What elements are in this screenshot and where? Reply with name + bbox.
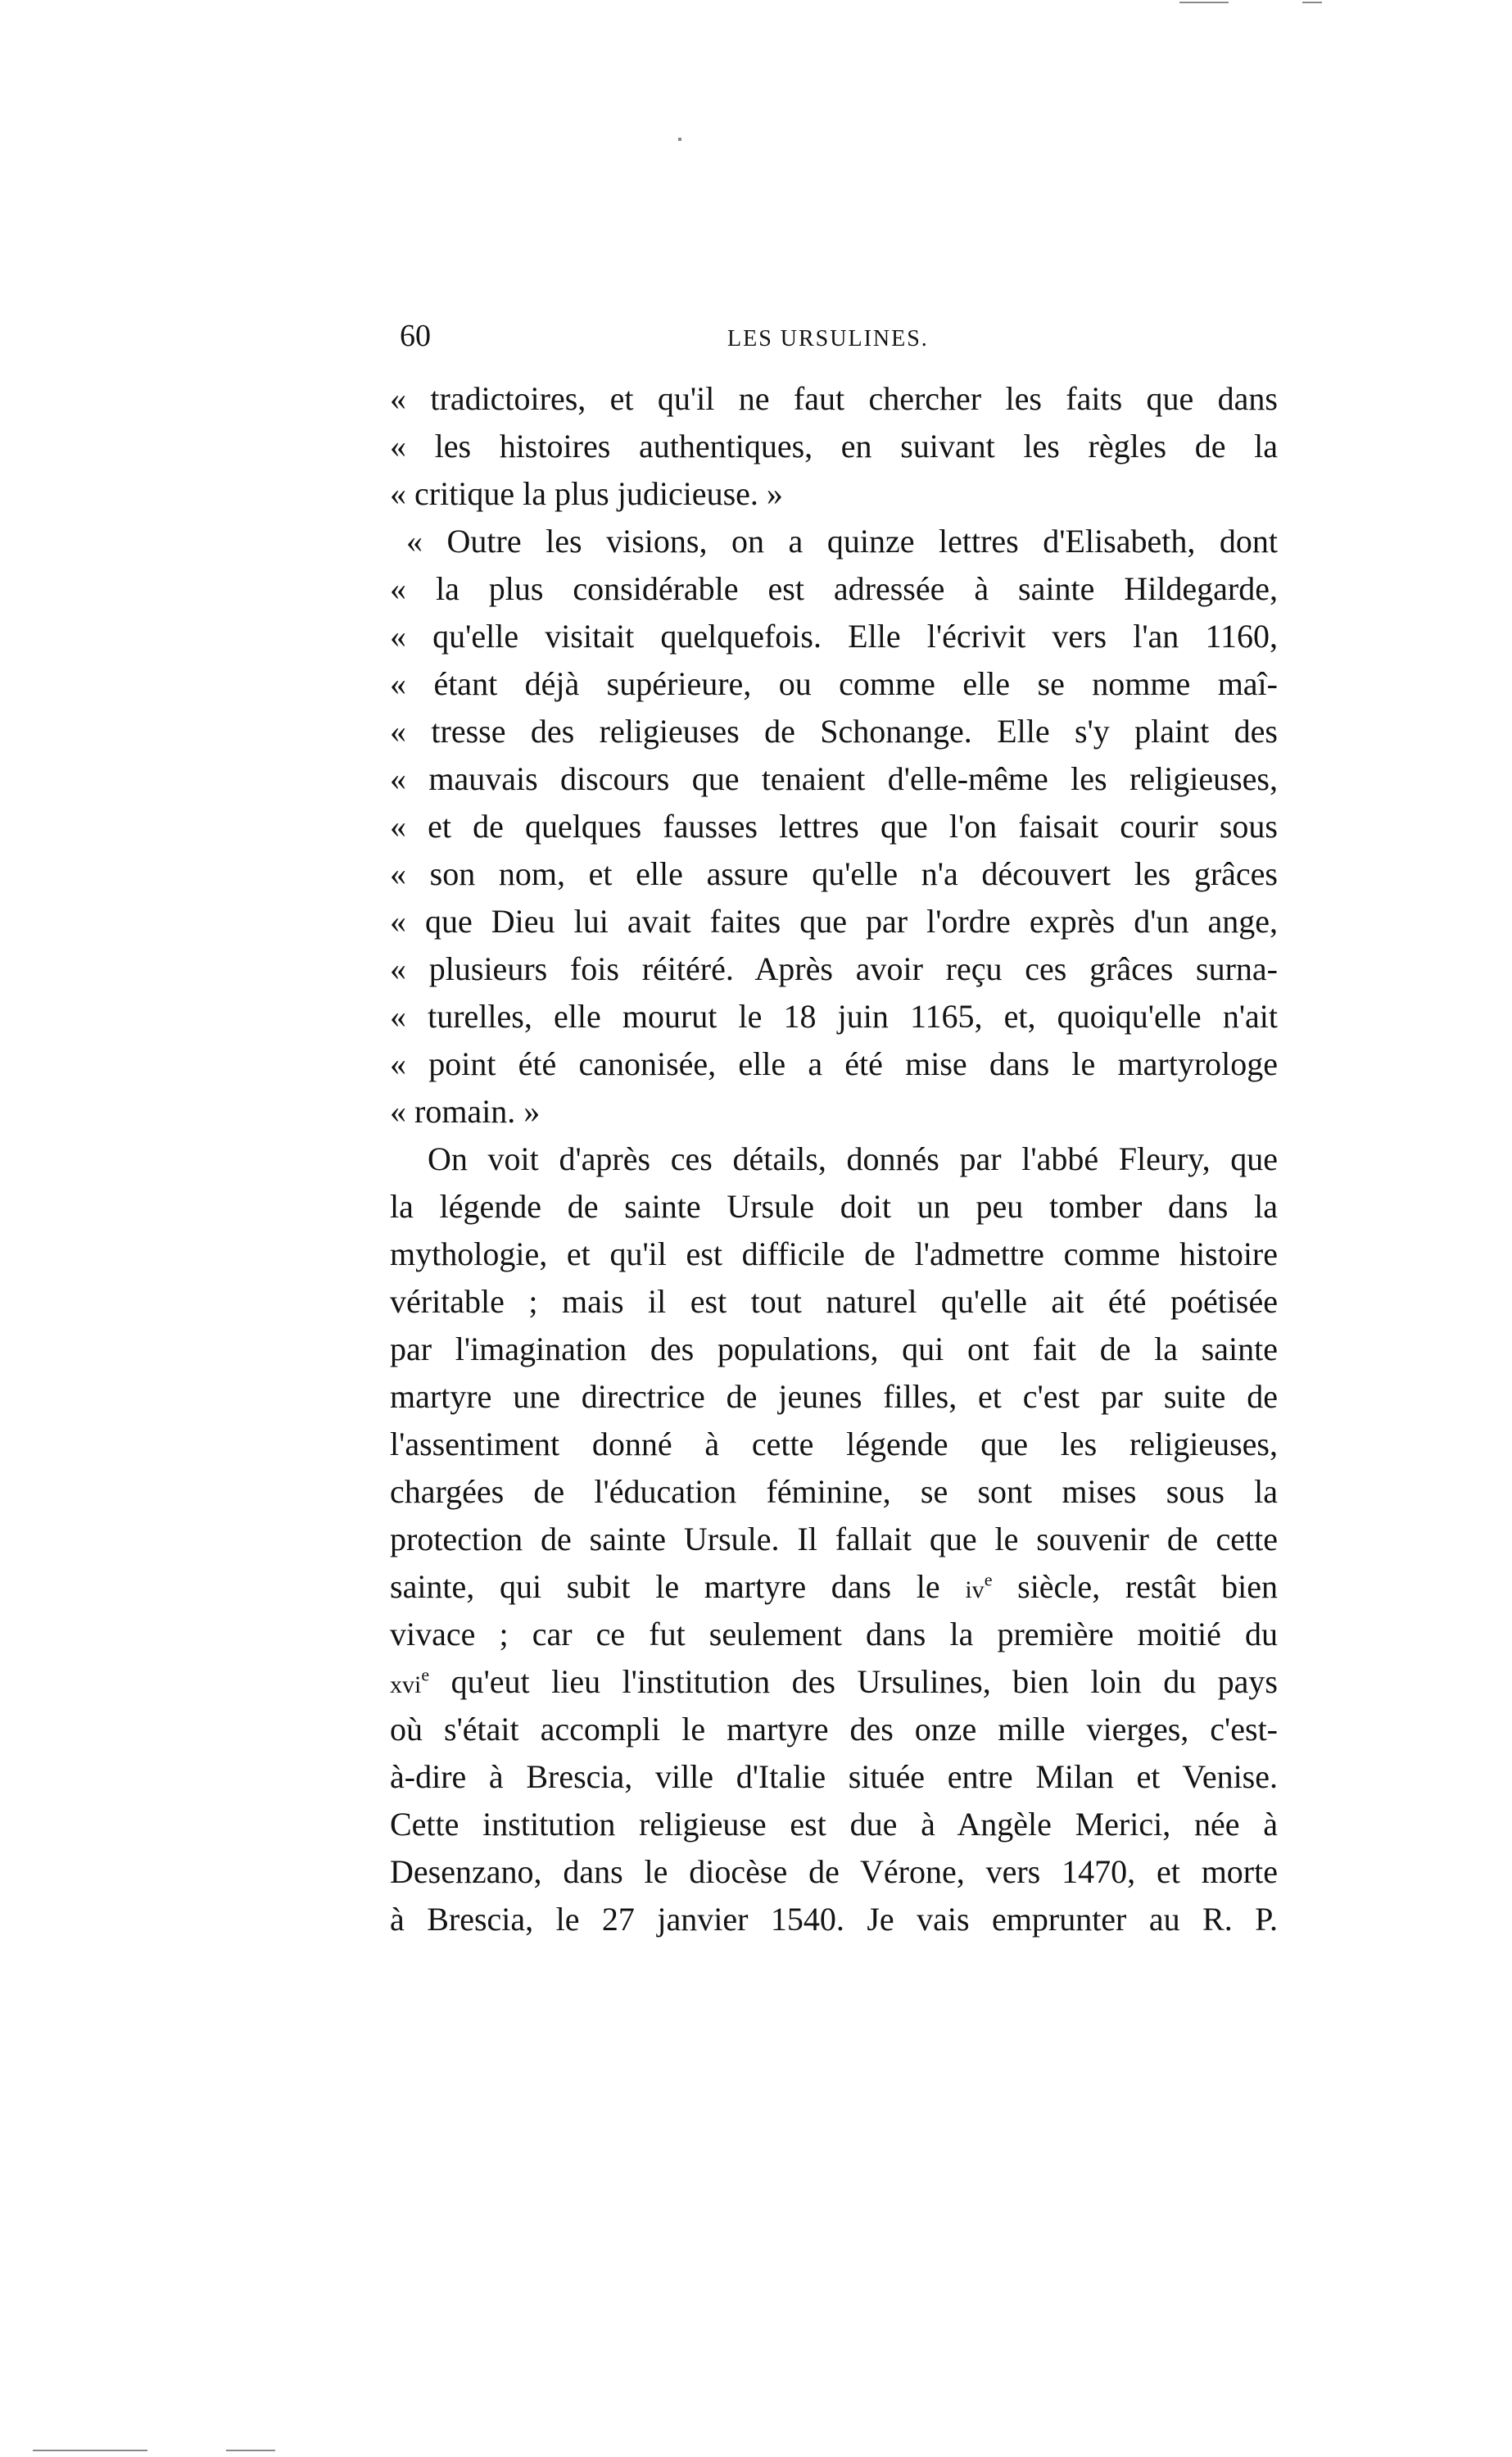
text-line	[390, 1658, 1278, 1706]
superscript: e	[421, 1664, 430, 1685]
text-line: « son nom, et elle assure qu'elle n'a découvert les grâces	[390, 855, 1278, 892]
text-line: protection de sainte Ursule. Il fallait que le souvenir de cette	[390, 1521, 1278, 1557]
text-line: Desenzano, dans le diocèse de Vérone, vers 1470, et morte	[390, 1853, 1278, 1890]
running-title: LES URSULINES.	[727, 326, 929, 351]
text-line: « la plus considérable est adressée à sainte Hildegarde,	[390, 570, 1278, 607]
text-line: « romain. »	[390, 1093, 541, 1130]
text-line: à Brescia, le 27 janvier 1540. Je vais emprunter au R. P.	[390, 1901, 1278, 1938]
text-line: véritable ; mais il est tout naturel qu'elle ait été poétisée	[390, 1283, 1278, 1320]
century-numeral: iv	[965, 1576, 985, 1603]
text-line: chargées de l'éducation féminine, se sont mises sous la	[390, 1473, 1278, 1510]
text-line: « étant déjà supérieure, ou comme elle se nomme maî-	[390, 665, 1278, 702]
text-line: mythologie, et qu'il est difficile de l'admettre comme histoire	[390, 1235, 1278, 1272]
text-line: à-dire à Brescia, ville d'Italie située entre Milan et Venise.	[390, 1758, 1278, 1795]
scan-speck	[1302, 2, 1322, 3]
scan-speck	[33, 2450, 147, 2451]
text-line: Cette institution religieuse est due à Angèle Merici, née à	[390, 1806, 1278, 1843]
text-line: « turelles, elle mourut le 18 juin 1165, et, quoiqu'elle n'ait	[390, 998, 1278, 1035]
superscript: e	[984, 1569, 993, 1590]
text-line: On voit d'après ces détails, donnés par l'abbé Fleury, que	[428, 1140, 1278, 1177]
text-line: « point été canonisée, elle a été mise dans le martyrologe	[390, 1045, 1278, 1082]
century-numeral: xvi	[390, 1671, 422, 1698]
text-line: où s'était accompli le martyre des onze mille vierges, c'est-	[390, 1711, 1278, 1748]
page-header	[400, 311, 1284, 360]
text-line	[390, 1563, 1278, 1611]
text-line: « Outre les visions, on a quinze lettres d'Elisabeth, dont	[406, 523, 1278, 560]
text-fragment: qu'eut lieu l'institution des Ursulines, bien loin du pays	[429, 1663, 1278, 1700]
text-line: « critique la plus judicieuse. »	[390, 475, 783, 512]
text-line: « plusieurs fois réitéré. Après avoir reçu ces grâces surna-	[390, 950, 1278, 987]
text-line: « tradictoires, et qu'il ne faut chercher les faits que dans	[390, 380, 1278, 417]
text-line: la légende de sainte Ursule doit un peu tomber dans la	[390, 1188, 1278, 1225]
text-fragment: sainte, qui subit le martyre dans le	[390, 1568, 940, 1605]
text-line: par l'imagination des populations, qui ont fait de la sainte	[390, 1330, 1278, 1367]
text-line: « tresse des religieuses de Schonange. Elle s'y plaint des	[390, 713, 1278, 750]
paragraph	[390, 1136, 1278, 1943]
text-line: « les histoires authentiques, en suivant les règles de la	[390, 428, 1278, 465]
text-fragment: siècle, restât bien	[992, 1568, 1279, 1605]
scan-speck	[678, 138, 681, 141]
text-line: « mauvais discours que tenaient d'elle-même les religieuses,	[390, 760, 1278, 797]
scan-speck	[1179, 2, 1229, 3]
quoted-passage	[390, 375, 1278, 1136]
text-line: martyre une directrice de jeunes filles, et c'est par suite de	[390, 1378, 1278, 1415]
scan-speck	[226, 2450, 275, 2451]
text-line: l'assentiment donné à cette légende que les religieuses,	[390, 1426, 1278, 1462]
page-number: 60	[400, 319, 431, 353]
text-line: « qu'elle visitait quelquefois. Elle l'écrivit vers l'an 1160,	[390, 618, 1278, 655]
body-text	[390, 375, 1278, 1943]
text-line: « que Dieu lui avait faites que par l'ordre exprès d'un ange,	[390, 903, 1278, 940]
text-line: vivace ; car ce fut seulement dans la première moitié du	[390, 1616, 1278, 1652]
text-line: « et de quelques fausses lettres que l'on faisait courir sous	[390, 808, 1278, 845]
